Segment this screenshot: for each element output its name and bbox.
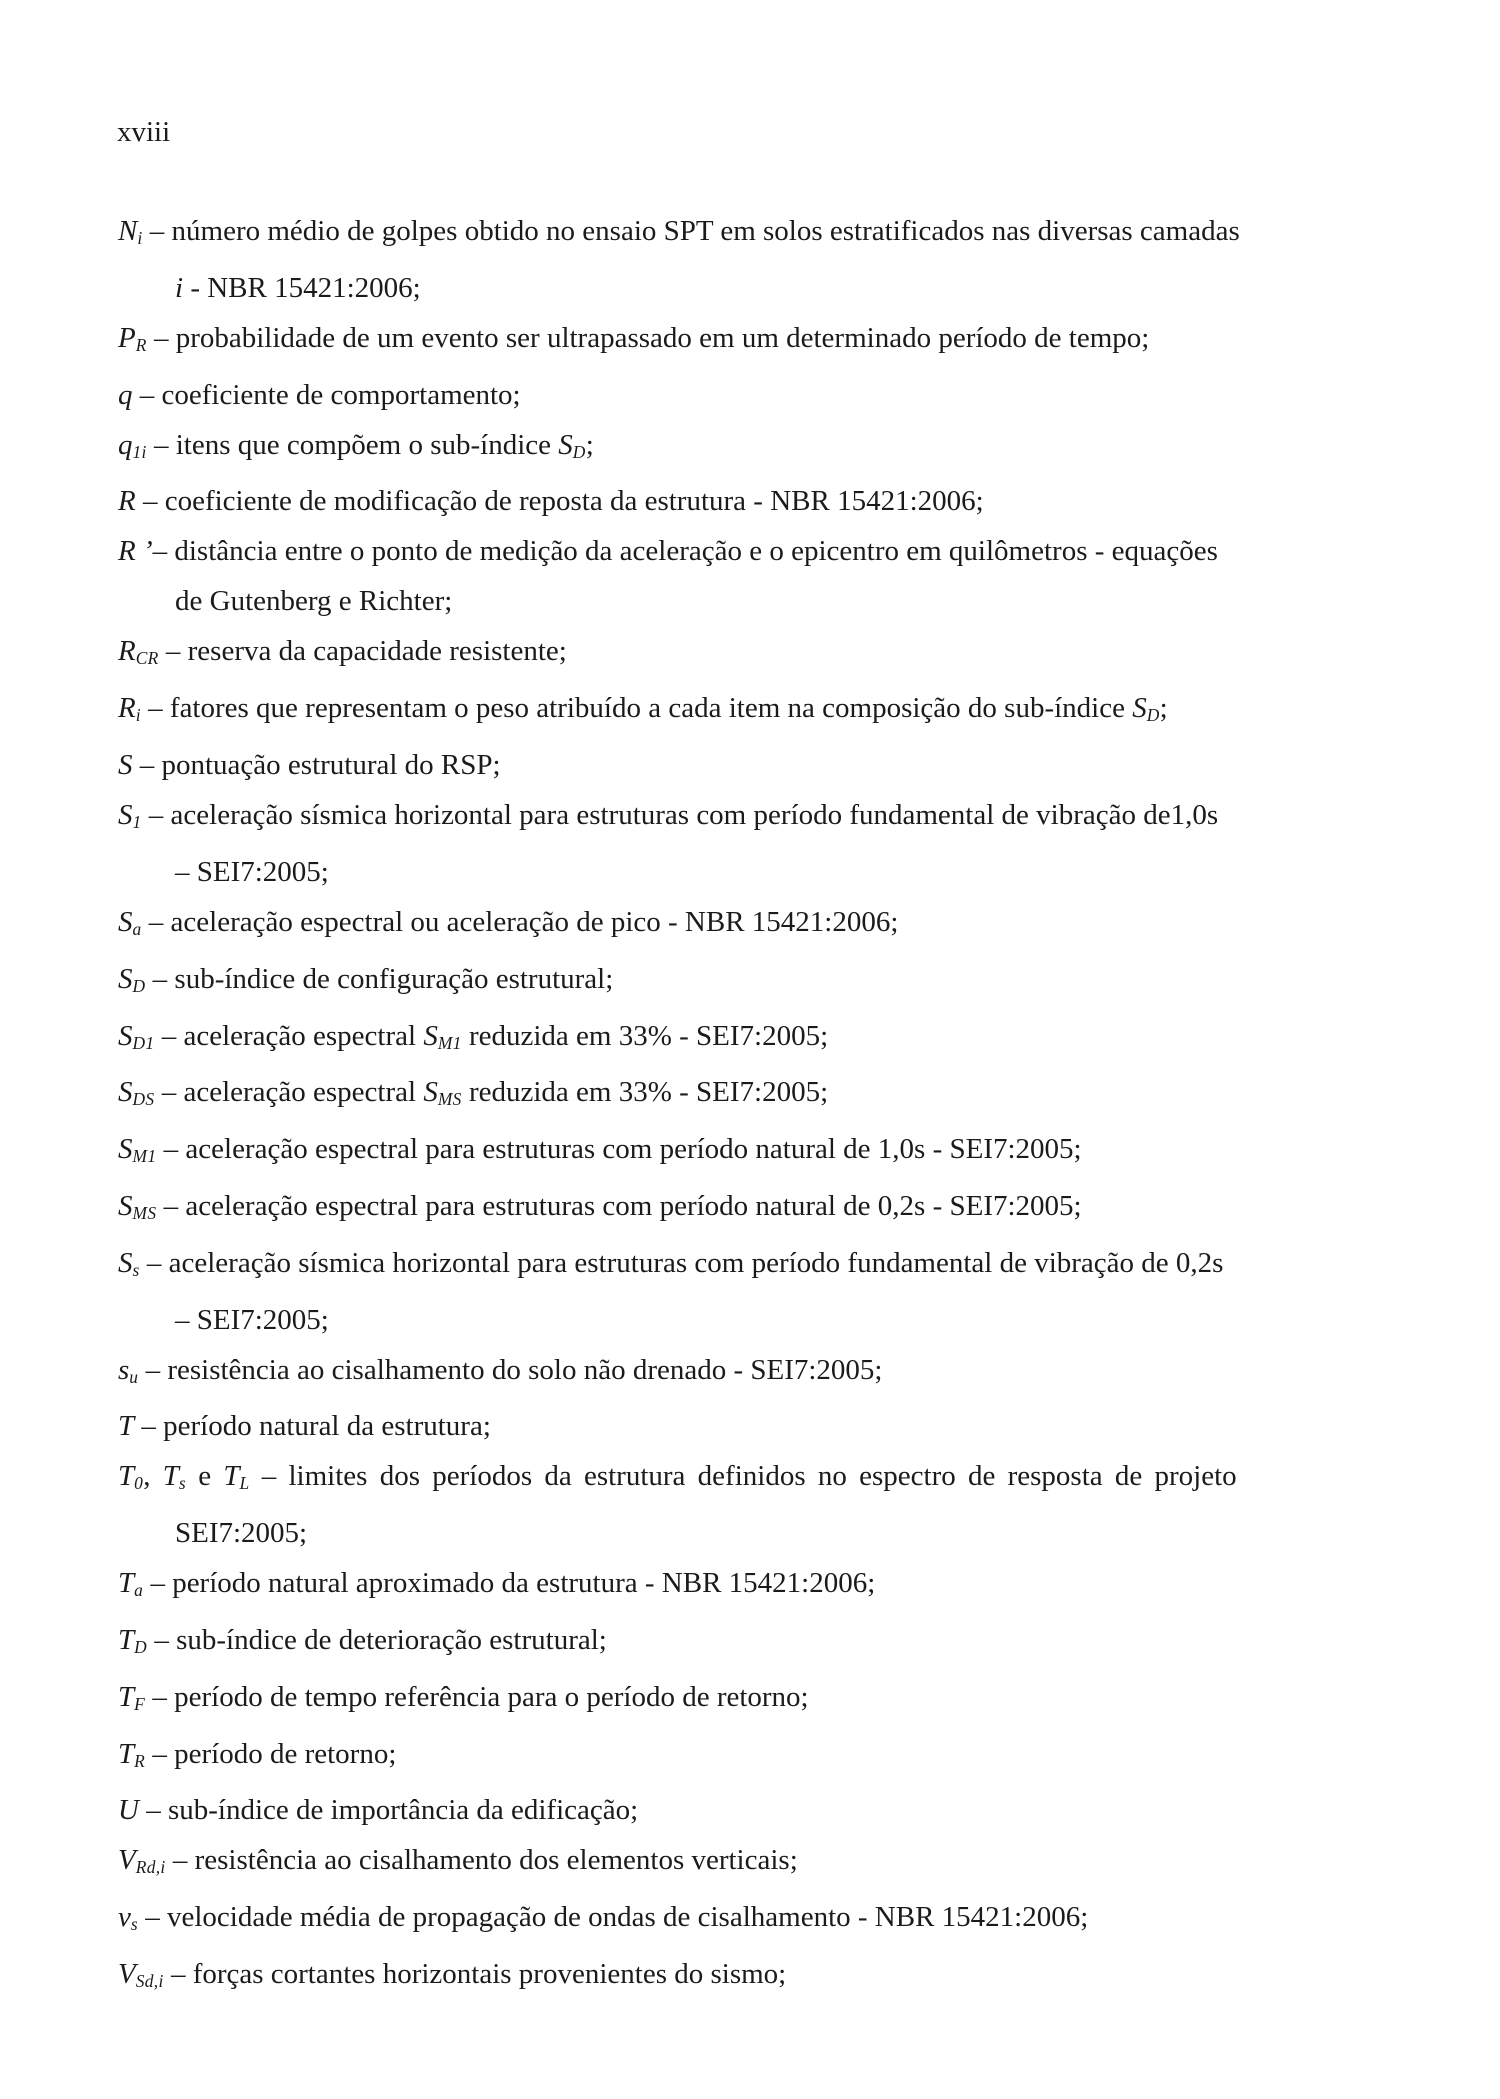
symbol-subscript: R — [135, 334, 147, 355]
entry-text: reduzida em 33% - SEI7:2005; — [461, 1019, 829, 1052]
entry-text: S — [558, 428, 573, 461]
symbol-subscript: CR — [135, 648, 159, 669]
symbol-entry — [118, 476, 1428, 526]
symbol-subscript: u — [129, 1366, 139, 1387]
symbol-subscript: 1 — [132, 811, 142, 832]
symbol-entry — [118, 683, 1428, 740]
symbol-entry — [118, 1124, 1428, 1181]
symbol-subscript: s — [130, 1914, 138, 1935]
symbol-entry — [118, 1238, 1428, 1345]
entry-text: q — [118, 428, 133, 461]
entry-text: S — [118, 1019, 133, 1052]
entry-text: e — [185, 1460, 224, 1493]
entry-text: ; — [1159, 692, 1168, 725]
entry-text: S — [423, 1019, 438, 1052]
entry-text: S — [118, 799, 133, 832]
entry-text: – coeficiente de comportamento; — [132, 378, 521, 411]
entry-text: – pontuação estrutural do RSP; — [132, 749, 501, 782]
symbol-subscript: s — [132, 1259, 140, 1280]
entry-text: S — [118, 1189, 133, 1222]
symbol-subscript: L — [239, 1473, 250, 1494]
symbol-subscript: D1 — [132, 1032, 155, 1053]
symbol-entry — [118, 370, 1428, 420]
symbol-entry — [118, 1558, 1428, 1615]
symbol-subscript: D — [134, 1636, 148, 1657]
entry-text: – forças cortantes horizontais provenientes do sismo; — [163, 1958, 787, 1991]
symbols-list — [118, 206, 1428, 2006]
entry-text: – aceleração espectral ou aceleração de pico - NBR 15421:2006; — [141, 905, 899, 938]
entry-text: S — [118, 1246, 133, 1279]
symbol-entry — [118, 1615, 1428, 1672]
page-number: xviii — [117, 116, 171, 148]
entry-text: S — [118, 962, 133, 995]
entry-text: – itens que compõem o sub-índice — [146, 428, 559, 461]
entry-text: – sub-índice de deterioração estrutural; — [147, 1624, 607, 1656]
entry-text: R — [118, 692, 136, 725]
symbol-entry — [118, 526, 1428, 626]
entry-text: – aceleração espectral para estruturas com período natural de 0,2s - SEI7:2005; — [156, 1189, 1082, 1222]
entry-text: – período de tempo referência para o período de retorno; — [145, 1680, 809, 1713]
symbol-subscript: Sd,i — [135, 1970, 164, 1991]
entry-text: reduzida em 33% - SEI7:2005; — [461, 1076, 829, 1109]
symbol-subscript: DS — [132, 1089, 155, 1110]
entry-text: – aceleração espectral — [154, 1019, 424, 1052]
entry-text: T — [118, 1680, 135, 1713]
entry-text: T — [118, 1460, 135, 1493]
symbol-subscript: s — [178, 1473, 186, 1494]
entry-text: – aceleração sísmica horizontal para estruturas com período fundamental de vibração de1,0s — [141, 799, 1219, 832]
symbol-subscript: M1 — [437, 1032, 462, 1053]
entry-text: , — [143, 1460, 163, 1493]
symbol-entry — [118, 897, 1428, 954]
entry-text: – coeficiente de modificação de reposta da estrutura - NBR 15421:2006; — [135, 485, 984, 518]
symbol-entry — [118, 1011, 1428, 1068]
entry-text: – velocidade média de propagação de ondas de cisalhamento - NBR 15421:2006; — [138, 1901, 1089, 1934]
symbol-entry — [118, 1949, 1428, 2006]
entry-text: – resistência ao cisalhamento dos elementos verticais; — [165, 1844, 798, 1877]
entry-text: de Gutenberg e Richter; — [175, 585, 453, 618]
entry-text: SEI7:2005; — [175, 1517, 308, 1550]
entry-text: – sub-índice de importância da edificação; — [138, 1794, 639, 1827]
symbol-entry — [118, 1729, 1428, 1786]
entry-text: R — [118, 485, 136, 518]
entry-text: – distância entre o ponto de medição da aceleração e o epicentro em quilômetros - equações — [152, 535, 1218, 568]
entry-text: - NBR 15421:2006; — [183, 271, 421, 304]
entry-text: s — [118, 1353, 130, 1386]
symbol-subscript: MS — [132, 1202, 157, 1223]
symbol-subscript: a — [134, 1580, 144, 1600]
entry-text: P — [118, 321, 136, 354]
symbol-entry — [118, 1672, 1428, 1729]
entry-text: – probabilidade de um evento ser ultrapassado em um determinado período de tempo; — [146, 321, 1150, 354]
symbol-entry — [118, 1785, 1428, 1835]
symbol-subscript: i — [135, 705, 141, 726]
entry-text: R ’ — [118, 535, 153, 568]
symbol-subscript: F — [134, 1693, 146, 1714]
entry-text: U — [118, 1794, 139, 1827]
entry-text: – período natural aproximado da estrutura - NBR 15421:2006; — [143, 1567, 876, 1600]
symbol-entry — [118, 420, 1428, 477]
symbol-entry — [118, 1067, 1428, 1124]
entry-text: V — [118, 1844, 136, 1877]
symbol-subscript: D — [572, 441, 586, 462]
entry-text: v — [118, 1901, 131, 1934]
symbol-entry — [118, 1451, 1428, 1558]
symbol-subscript: 1i — [132, 441, 147, 462]
entry-text: q — [118, 378, 133, 411]
entry-text: – aceleração espectral para estruturas com período natural de 1,0s - SEI7:2005; — [156, 1133, 1082, 1166]
entry-text: R — [118, 635, 136, 668]
symbol-entry — [118, 206, 1428, 313]
symbol-entry — [118, 313, 1428, 370]
entry-text: – período natural da estrutura; — [134, 1410, 491, 1443]
entry-text: – período de retorno; — [145, 1737, 397, 1770]
symbol-subscript: Rd,i — [135, 1857, 166, 1878]
entry-text: i — [175, 271, 184, 304]
symbol-subscript: M1 — [132, 1145, 157, 1166]
symbol-entry — [118, 1892, 1428, 1949]
entry-text: – fatores que representam o peso atribuído a cada item na composição do sub-índice — [140, 692, 1133, 725]
entry-text: S — [118, 1133, 133, 1166]
entry-text: T — [162, 1460, 179, 1493]
entry-text: – aceleração espectral — [154, 1076, 424, 1109]
entry-text: S — [118, 1076, 133, 1109]
symbol-entry — [118, 1835, 1428, 1892]
symbol-subscript: R — [134, 1750, 146, 1771]
entry-text: – sub-índice de configuração estrutural; — [145, 962, 614, 995]
entry-text: N — [118, 215, 138, 247]
entry-text: T — [118, 1567, 135, 1600]
entry-text: – reserva da capacidade resistente; — [158, 635, 567, 668]
symbol-entry — [118, 740, 1428, 790]
entry-text: – número médio de golpes obtido no ensaio SPT em solos estratificados nas diversas camadas — [142, 215, 1240, 247]
symbol-entry — [118, 1181, 1428, 1238]
entry-text: – SEI7:2005; — [175, 855, 329, 888]
entry-text: S — [118, 749, 133, 782]
symbol-subscript: i — [137, 227, 143, 248]
entry-text: – limites dos períodos da estrutura definidos no espectro de resposta de projeto — [249, 1460, 1237, 1493]
entry-text: S — [118, 905, 133, 938]
entry-text: ; — [585, 428, 594, 461]
entry-text: T — [223, 1460, 240, 1493]
symbol-entry — [118, 1401, 1428, 1451]
entry-text: S — [423, 1076, 438, 1109]
symbol-subscript: D — [132, 975, 146, 996]
symbol-entry — [118, 1345, 1428, 1402]
symbol-subscript: MS — [437, 1089, 462, 1110]
entry-text: T — [118, 1410, 135, 1443]
entry-text: S — [1132, 692, 1147, 725]
entry-text: T — [118, 1624, 135, 1656]
entry-text: T — [118, 1737, 135, 1770]
symbol-entry — [118, 790, 1428, 897]
symbol-subscript: D — [1146, 705, 1160, 726]
symbol-subscript: 0 — [134, 1473, 144, 1494]
entry-text: – resistência ao cisalhamento do solo não drenado - SEI7:2005; — [138, 1353, 883, 1386]
symbol-subscript: a — [132, 918, 142, 939]
symbol-entry — [118, 626, 1428, 683]
entry-text: V — [118, 1958, 136, 1991]
entry-text: – aceleração sísmica horizontal para estruturas com período fundamental de vibração de 0,2s — [139, 1246, 1224, 1279]
symbol-entry — [118, 954, 1428, 1011]
entry-text: – SEI7:2005; — [175, 1303, 329, 1336]
